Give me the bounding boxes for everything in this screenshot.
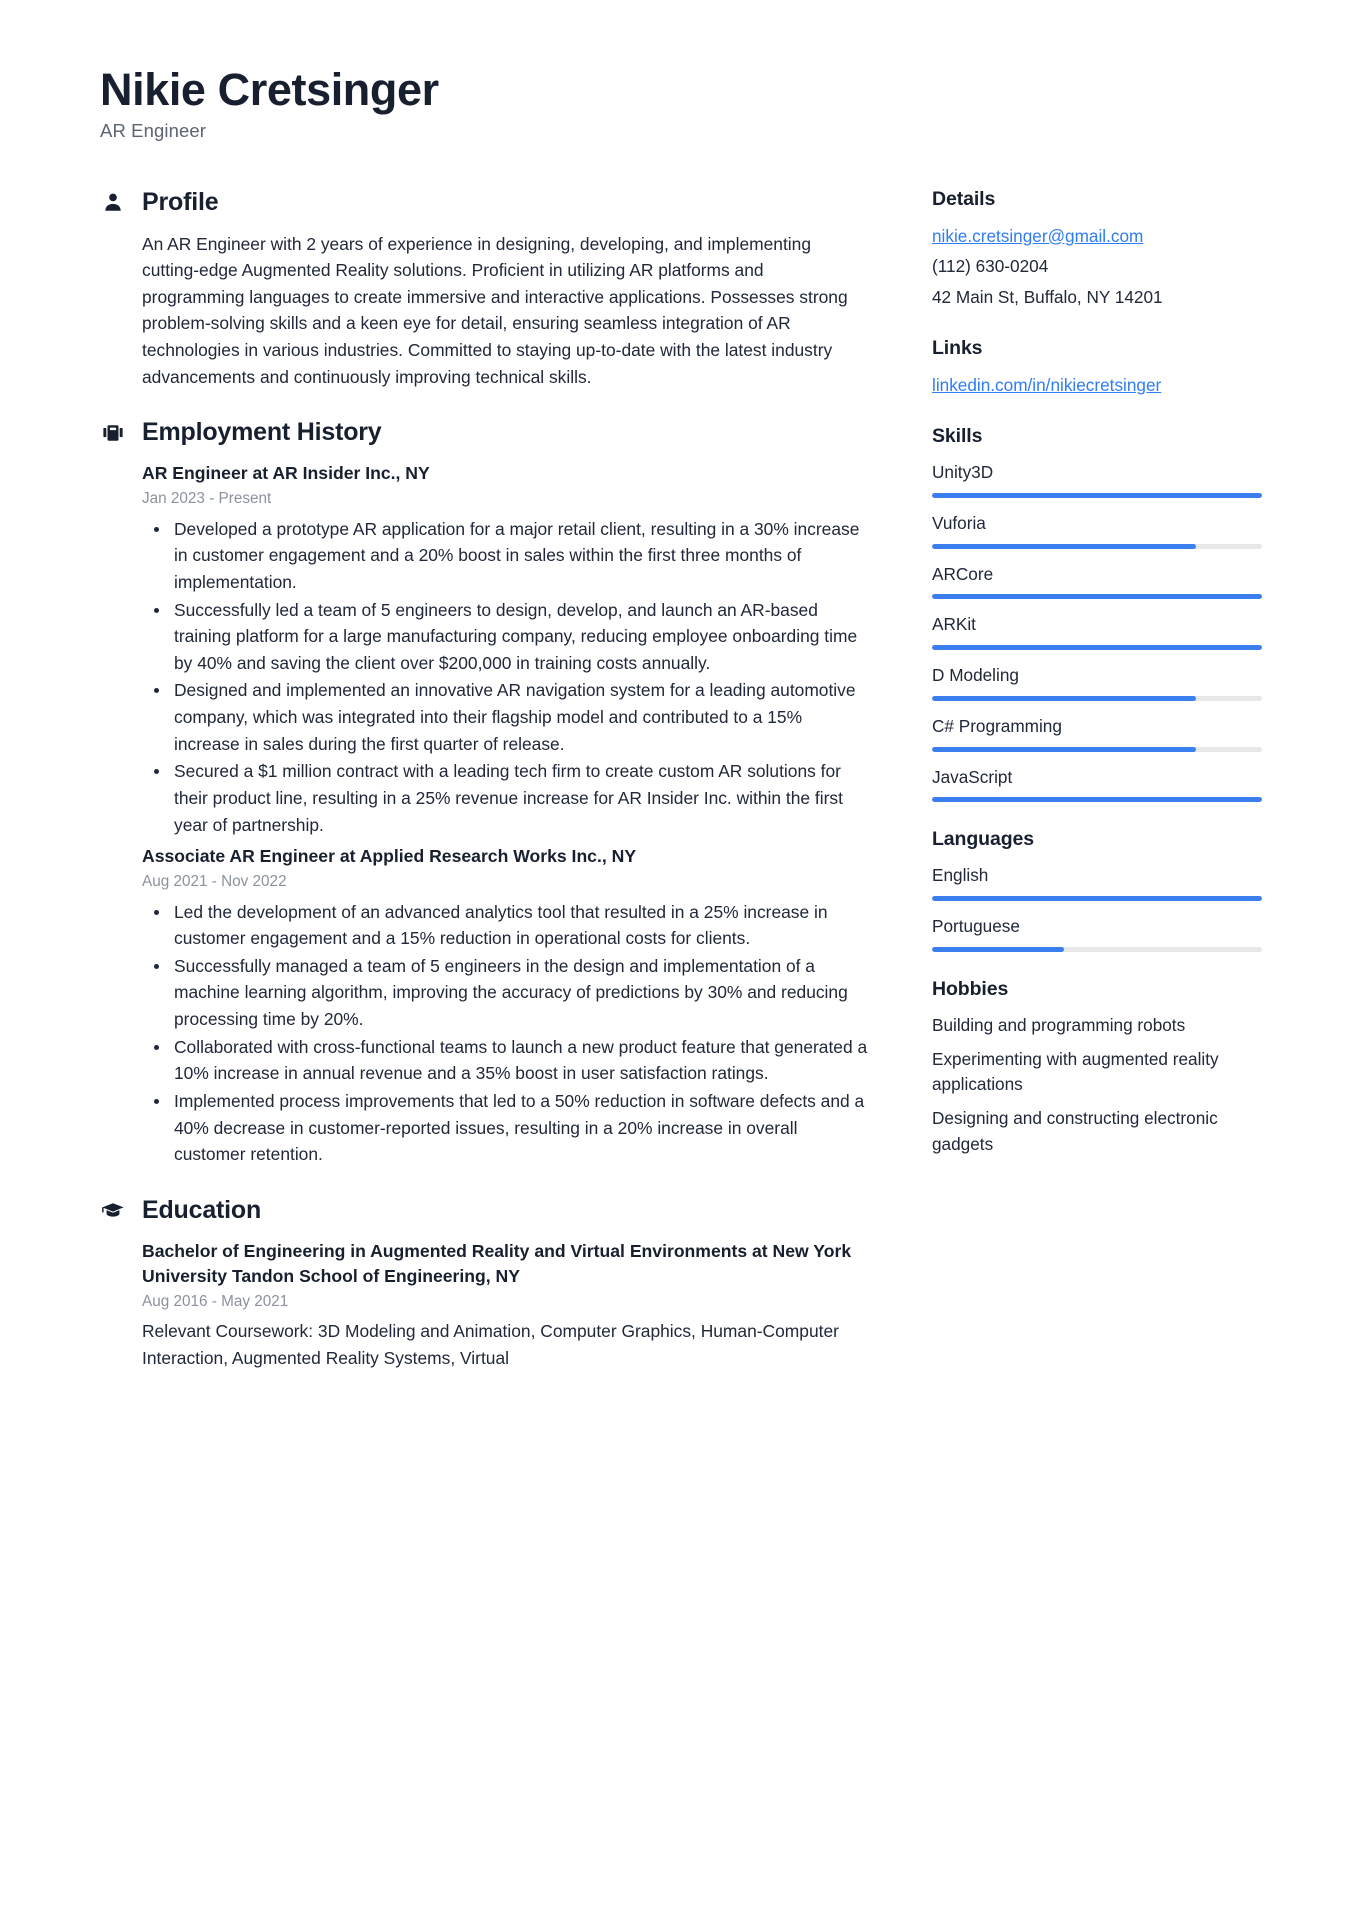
sidebar-title-languages: Languages: [932, 828, 1035, 851]
skill-meter-fill: [932, 696, 1196, 701]
skill-meter: [932, 696, 1262, 701]
entry-bullet: Developed a prototype AR application for a major retail client, resulting in a 30% increase in customer engagement and a 20% boost in sales within the first three months of implementation.: [142, 516, 870, 596]
resume-body: [100, 188, 1270, 1400]
skill-row: [932, 562, 1262, 600]
section-title-employment: Employment History: [142, 418, 382, 447]
skill-label: ARKit: [932, 614, 976, 635]
skill-row: [932, 511, 1262, 549]
entry: [142, 461, 870, 838]
skill-list: [932, 460, 1262, 803]
sidebar-skills: [932, 425, 1262, 803]
skill-meter-fill: [932, 645, 1262, 650]
skill-meter-fill: [932, 544, 1196, 549]
entry-bullet: Designed and implemented an innovative AR navigation system for a leading automotive company, which was integrated into their flagship model and contributed to a 15% increase in sales during the first quarter of release.: [142, 677, 870, 757]
skill-label: ARCore: [932, 563, 994, 584]
language-meter-fill: [932, 896, 1262, 901]
language-meter: [932, 896, 1262, 901]
entry-description: Relevant Coursework: 3D Modeling and Animation, Computer Graphics, Human-Computer Interaction, Augmented Reality Systems, Virtual: [142, 1321, 839, 1368]
entry-title: AR Engineer at AR Insider Inc., NY: [142, 463, 430, 484]
entry-title: Bachelor of Engineering in Augmented Reality and Virtual Environments at New York University Tandon School of Engineering, NY: [142, 1240, 852, 1286]
section-profile: [100, 188, 870, 391]
briefcase-icon: [100, 420, 126, 446]
skill-label: Unity3D: [932, 461, 994, 482]
profile-heading: [100, 188, 870, 217]
entry-bullet: Implemented process improvements that led to a 50% reduction in software defects and a 40% decrease in customer-reported issues, resulting in a 20% increase in overall customer retention.: [142, 1088, 870, 1168]
language-label: Portuguese: [932, 916, 1020, 937]
entry-bullet-list: [142, 899, 870, 1168]
skill-meter: [932, 594, 1262, 599]
graduation-cap-icon: [100, 1197, 126, 1223]
skill-label: Vuforia: [932, 512, 986, 533]
entry-title: Associate AR Engineer at Applied Research Works Inc., NY: [142, 846, 637, 867]
entry-date: Aug 2021 - Nov 2022: [142, 873, 287, 891]
skill-row: [932, 714, 1262, 752]
language-row: [932, 914, 1262, 952]
address-text: 42 Main St, Buffalo, NY 14201: [932, 287, 1163, 308]
sidebar-title-hobbies: Hobbies: [932, 978, 1009, 1001]
main-column: [100, 188, 870, 1400]
skill-meter: [932, 544, 1262, 549]
candidate-name: Nikie Cretsinger: [100, 64, 439, 115]
resume-header: [100, 66, 1270, 142]
skill-meter-fill: [932, 493, 1262, 498]
sidebar-hobbies: [932, 978, 1262, 1157]
language-meter-fill: [932, 947, 1064, 952]
hobby-list: [932, 1013, 1262, 1157]
employment-entries: [100, 461, 870, 1168]
skill-meter-fill: [932, 797, 1262, 802]
section-title-education: Education: [142, 1195, 262, 1224]
skill-row: [932, 765, 1262, 803]
entry-bullet: Successfully managed a team of 5 engineers in the design and implementation of a machine learning algorithm, improving the accuracy of predictions by 30% and reducing processing time by 20%.: [142, 953, 870, 1033]
entry: [142, 844, 870, 1168]
profile-body: [100, 231, 870, 391]
sidebar-title-details: Details: [932, 187, 996, 210]
entry-bullet: Secured a $1 million contract with a leading tech firm to create custom AR solutions for their product line, resulting in a 25% revenue increase for AR Insider Inc. within the first year of partnership.: [142, 758, 870, 838]
sidebar-links: [932, 337, 1262, 399]
language-label: English: [932, 865, 989, 886]
entry-bullet-list: [142, 516, 870, 839]
entry-bullet: Successfully led a team of 5 engineers to design, develop, and launch an AR-based training platform for a large manufacturing company, reducing employee onboarding time by 40% and saving the client over $200,000 in training costs annually.: [142, 597, 870, 677]
sidebar-column: [932, 188, 1262, 1183]
skill-label: JavaScript: [932, 766, 1013, 787]
skill-meter: [932, 493, 1262, 498]
education-heading: [100, 1196, 870, 1225]
skill-row: [932, 612, 1262, 650]
profile-text: An AR Engineer with 2 years of experience in designing, developing, and implementing cutting-edge Augmented Reality solutions. Proficient in utilizing AR platforms and programming languages to create immersive and interactive applications. Possesses strong problem-solving skills and a keen eye for detail, ensuring seamless integration of AR technologies in various industries. Committed to staying up-to-date with the latest industry advancements and continuously improving technical skills.: [142, 233, 848, 387]
entry-date: Aug 2016 - May 2021: [142, 1292, 289, 1310]
skill-meter: [932, 747, 1262, 752]
entry-bullet: Led the development of an advanced analytics tool that resulted in a 25% increase in customer engagement and a 15% reduction in operational costs for clients.: [142, 899, 870, 952]
skill-row: [932, 460, 1262, 498]
hobby-item: Building and programming robots: [932, 1015, 1186, 1036]
skill-meter-fill: [932, 747, 1196, 752]
sidebar-title-links: Links: [932, 337, 983, 360]
profile-link[interactable]: linkedin.com/in/nikiecretsinger: [932, 375, 1162, 396]
sidebar-title-skills: Skills: [932, 424, 983, 447]
language-row: [932, 863, 1262, 901]
skill-label: C# Programming: [932, 715, 1062, 736]
entry: [142, 1239, 870, 1372]
education-entries: [100, 1239, 870, 1372]
section-education: [100, 1196, 870, 1372]
entry-bullet: Collaborated with cross-functional teams to launch a new product feature that generated a 10% increase in annual revenue and a 35% boost in user satisfaction ratings.: [142, 1034, 870, 1087]
language-list: [932, 863, 1262, 952]
skill-meter-fill: [932, 594, 1262, 599]
employment-heading: [100, 418, 870, 447]
section-title-profile: Profile: [142, 187, 219, 216]
skill-meter: [932, 797, 1262, 802]
skill-label: D Modeling: [932, 665, 1019, 686]
skill-meter: [932, 645, 1262, 650]
language-meter: [932, 947, 1262, 952]
sidebar-details: [932, 188, 1262, 311]
phone-text: (112) 630-0204: [932, 256, 1049, 277]
entry-date: Jan 2023 - Present: [142, 490, 272, 508]
hobby-item: Designing and constructing electronic gadgets: [932, 1108, 1218, 1154]
hobby-item: Experimenting with augmented reality applications: [932, 1049, 1219, 1095]
email-link[interactable]: nikie.cretsinger@gmail.com: [932, 225, 1144, 246]
sidebar-languages: [932, 828, 1262, 952]
candidate-job-title: AR Engineer: [100, 119, 206, 141]
user-icon: [100, 189, 126, 215]
link-list: [932, 372, 1262, 399]
section-employment: [100, 418, 870, 1168]
skill-row: [932, 663, 1262, 701]
